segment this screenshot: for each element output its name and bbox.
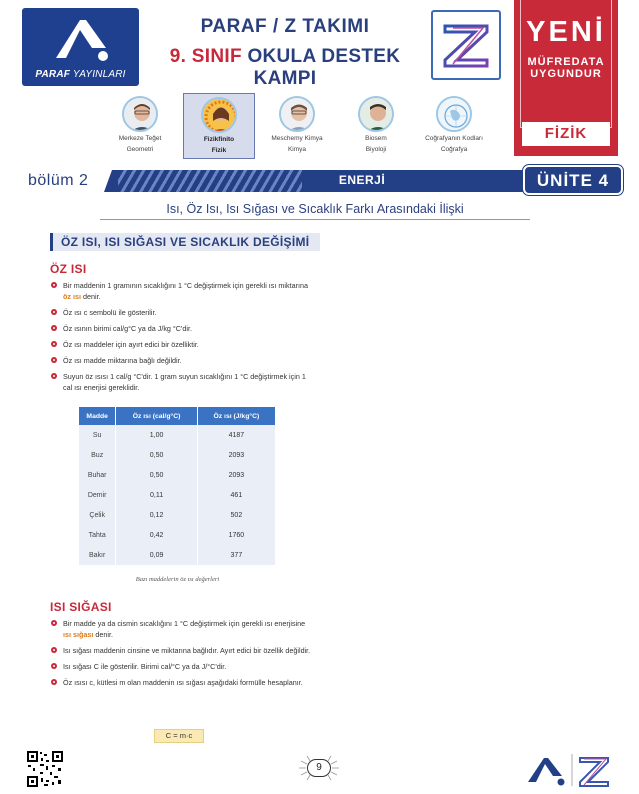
table-row: Demir 0,11 461 [79, 485, 276, 505]
avatar [201, 97, 237, 133]
z-letter-icon [439, 18, 493, 72]
paraf-logo [22, 8, 139, 86]
page-number: 9 [297, 754, 341, 782]
team-cografya[interactable] [418, 93, 490, 159]
ribbon-new: YENİ [526, 16, 606, 48]
column-header: Öz ısı (cal/g°C) [116, 407, 197, 425]
specific-heat-table [79, 407, 276, 565]
column-header: Öz ısı (J/kg°C) [197, 407, 275, 425]
paraf-footer-icon [528, 758, 565, 786]
list-item: Öz ısının birimi cal/g°C ya da J/kg °C'dir. [50, 323, 312, 334]
qr-code[interactable] [26, 750, 64, 788]
team-subject: Kimya [287, 146, 307, 153]
table-row: Buhar 0,50 2093 [79, 465, 276, 485]
team-name: Meschemy Kimya [271, 135, 323, 142]
ribbon-subject: FİZİK [522, 122, 610, 146]
curriculum-ribbon [514, 0, 618, 156]
logo-text: PARAF YAYINLARI [35, 69, 126, 80]
avatar [279, 96, 315, 132]
ribbon-curriculum: MÜFREDATA UYGUNDUR [527, 56, 605, 80]
oz-isi-heading: ÖZ ISI [50, 262, 87, 276]
list-item: Bir maddenin 1 gramının sıcaklığını 1 °C değiştirmek için gerekli ısı miktarına öz ısı denir. [50, 280, 312, 302]
z-footer-icon [580, 758, 608, 786]
team-geometri[interactable] [104, 93, 176, 159]
isi-sigasi-list [50, 618, 312, 693]
heat-capacity-formula: C = m·c [154, 729, 204, 743]
list-item: Suyun öz ısısı 1 cal/g °C'dir. 1 gram suyun sıcaklığını 1 °C değiştirmek için 1 cal ısı enerjisi gereklidir. [50, 371, 312, 393]
list-item: Öz ısı c sembolü ile gösterilir. [50, 307, 312, 318]
avatar [358, 96, 394, 132]
list-item: Öz ısı madde miktarına bağlı değildir. [50, 355, 312, 366]
team-kimya[interactable] [261, 93, 333, 159]
team-subject: Fizik [211, 147, 227, 154]
list-item: Öz ısısı c, kütlesi m olan maddenin ısı sığası aşağıdaki formülle hesaplanır. [50, 677, 312, 688]
avatar [122, 96, 158, 132]
table-row: Bakır 0,09 377 [79, 545, 276, 565]
z-takimi-logo [431, 10, 501, 80]
oz-isi-list [50, 280, 312, 398]
isi-sigasi-heading: ISI SIĞASI [50, 600, 112, 614]
header-title: PARAF / Z TAKIMI [200, 16, 370, 37]
table-row: Tahta 0,42 1760 [79, 525, 276, 545]
team-name: Merkeze Teğet [118, 135, 162, 142]
table-row: Buz 0,50 2093 [79, 445, 276, 465]
paraf-arrow-icon [50, 16, 112, 64]
list-item: Isı sığası maddenin cinsine ve miktarına bağlıdır. Ayırt edici bir özellik değildir. [50, 645, 312, 656]
team-subject: Coğrafya [440, 146, 468, 153]
team-subject: Biyoloji [365, 146, 387, 153]
team-name: Biosem [365, 135, 387, 142]
header-subtitle: 9. SINIF OKULA DESTEK KAMPI [169, 46, 401, 89]
chapter-label: bölüm 2 [28, 172, 89, 189]
chapter-topic: ENERJİ [338, 173, 386, 187]
column-header: Madde [79, 407, 116, 425]
team-name: Coğrafyanın Kodları [425, 135, 483, 142]
qr-code-icon [26, 750, 64, 788]
list-item: Isı sığası C ile gösterilir. Birimi cal/°C ya da J/°C'dir. [50, 661, 312, 672]
avatar [436, 96, 472, 132]
team-fizik[interactable] [183, 93, 255, 159]
globe-icon [438, 98, 472, 132]
team-subject: Geometri [126, 146, 154, 153]
table-header-row [79, 407, 276, 425]
footer-logos [526, 752, 616, 788]
section-heading: ÖZ ISI, ISI SIĞASI VE SICAKLIK DEĞİŞİMİ [50, 233, 320, 251]
unit-badge: ÜNİTE 4 [523, 165, 623, 195]
team-biyoloji[interactable] [340, 93, 412, 159]
page-subtitle: Isı, Öz Isı, Isı Sığası ve Sıcaklık Farkı Arasındaki İlişki [100, 202, 530, 220]
list-item: Bir madde ya da cismin sıcaklığını 1 °C değiştirmek için gerekli ısı enerjisine ısı sığası denir. [50, 618, 312, 640]
table-row: Su 1,00 4187 [79, 425, 276, 445]
list-item: Öz ısı maddeler için ayırt edici bir özelliktir. [50, 339, 312, 350]
team-name: Fizikfinito [203, 136, 235, 143]
table-row: Çelik 0,12 502 [79, 505, 276, 525]
table-caption: Bazı maddelerin öz ısı değerleri [135, 576, 220, 583]
chapter-bar [22, 170, 386, 192]
